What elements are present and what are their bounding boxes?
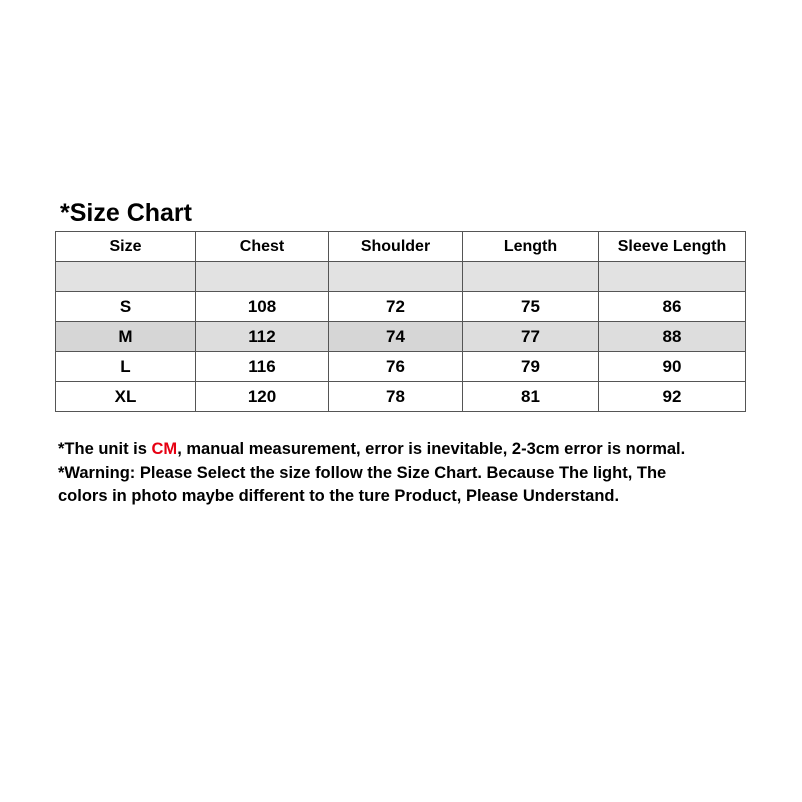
cell-chest: 116	[196, 352, 329, 382]
blank-cell	[463, 262, 599, 292]
blank-cell	[599, 262, 746, 292]
header-size: Size	[56, 232, 196, 262]
cell-sleeve-length: 90	[599, 352, 746, 382]
unit-note-suffix: , manual measurement, error is inevitable, 2-3cm error is normal.	[177, 440, 686, 458]
cell-sleeve-length: 92	[599, 382, 746, 412]
cell-length: 77	[463, 322, 599, 352]
header-length: Length	[463, 232, 599, 262]
table-blank-row	[56, 262, 746, 292]
cell-size: XL	[56, 382, 196, 412]
blank-cell	[196, 262, 329, 292]
cell-shoulder: 72	[329, 292, 463, 322]
cell-size: M	[56, 322, 196, 352]
cell-size: L	[56, 352, 196, 382]
header-shoulder: Shoulder	[329, 232, 463, 262]
cell-sleeve-length: 86	[599, 292, 746, 322]
cell-chest: 108	[196, 292, 329, 322]
blank-cell	[329, 262, 463, 292]
table-row	[56, 352, 746, 382]
cell-shoulder: 78	[329, 382, 463, 412]
cell-shoulder: 74	[329, 322, 463, 352]
table-row	[56, 292, 746, 322]
cell-length: 75	[463, 292, 599, 322]
unit-note	[58, 438, 758, 462]
table-row	[56, 322, 746, 352]
cell-sleeve-length: 88	[599, 322, 746, 352]
warning-note-line-2: colors in photo maybe different to the ture Product, Please Understand.	[58, 487, 620, 505]
notes-block	[58, 438, 758, 509]
cell-length: 81	[463, 382, 599, 412]
unit-highlight: CM	[151, 440, 178, 458]
table-header-row	[56, 232, 746, 262]
blank-cell	[56, 262, 196, 292]
cell-length: 79	[463, 352, 599, 382]
cell-chest: 112	[196, 322, 329, 352]
unit-note-prefix: *The unit is	[58, 440, 152, 458]
header-sleeve-length: Sleeve Length	[599, 232, 746, 262]
size-chart-table	[55, 231, 746, 412]
cell-chest: 120	[196, 382, 329, 412]
cell-shoulder: 76	[329, 352, 463, 382]
table-row	[56, 382, 746, 412]
size-chart-title: *Size Chart	[60, 199, 192, 227]
header-chest: Chest	[196, 232, 329, 262]
cell-size: S	[56, 292, 196, 322]
warning-note-line-1: *Warning: Please Select the size follow the Size Chart. Because The light, The	[58, 463, 667, 482]
